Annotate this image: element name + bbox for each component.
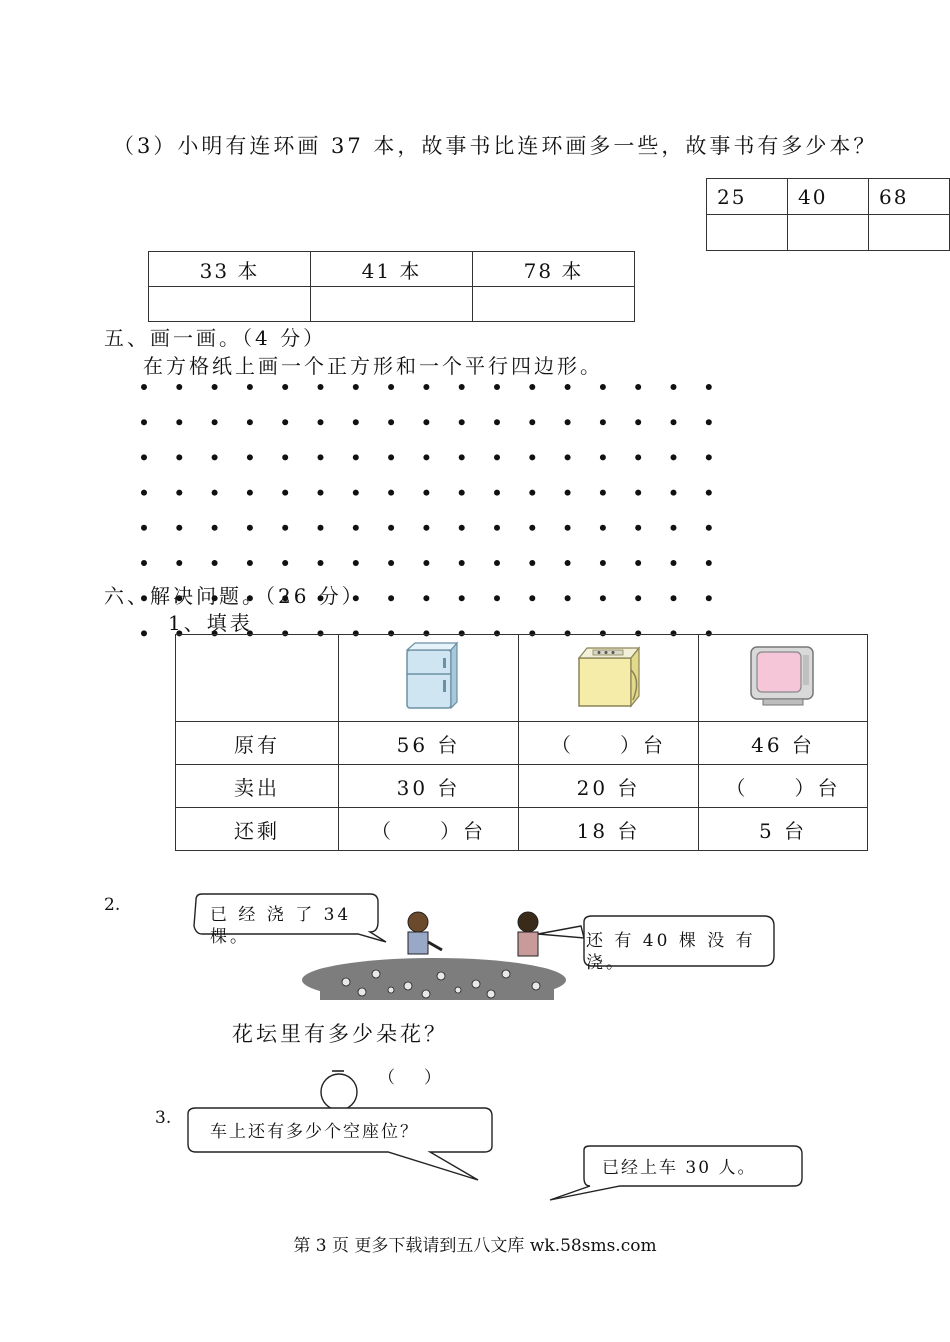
grid-dot [600, 384, 606, 390]
grid-dot [600, 595, 606, 601]
grid-dot [706, 560, 712, 566]
girl-figure [518, 912, 538, 956]
grid-dot [671, 419, 677, 425]
grid-dot [635, 419, 641, 425]
grid-dot [247, 560, 253, 566]
grid-dot [494, 490, 500, 496]
grid-dot [565, 595, 571, 601]
row-label-original: 原有 [176, 722, 339, 765]
grid-dot [565, 454, 571, 460]
grid-dot [176, 490, 182, 496]
grid-dot [529, 454, 535, 460]
grid-dot [247, 454, 253, 460]
grid-dot [459, 419, 465, 425]
grid-dot [671, 595, 677, 601]
grid-dot [388, 454, 394, 460]
grid-dot [600, 490, 606, 496]
grid-dot [671, 454, 677, 460]
blank-answer-cell[interactable]: （ ）台 [339, 808, 519, 851]
refrigerator-icon [399, 640, 459, 712]
answer-cell[interactable] [869, 215, 950, 251]
grid-dot [282, 454, 288, 460]
grid-dot [318, 384, 324, 390]
grid-dot [353, 525, 359, 531]
grid-dot [494, 560, 500, 566]
grid-dot [423, 454, 429, 460]
option-cell: 68 [869, 179, 950, 215]
grid-dot [388, 384, 394, 390]
grid-dot [529, 560, 535, 566]
header-washing-machine [519, 635, 699, 722]
grid-dot [600, 560, 606, 566]
grid-dot [494, 525, 500, 531]
fill-table [175, 634, 868, 851]
grid-dot [282, 490, 288, 496]
speech-bubble-question: 车上还有多少个空座位？ [210, 1122, 419, 1142]
grid-dot [635, 525, 641, 531]
grid-dot [671, 560, 677, 566]
grid-dot [706, 419, 712, 425]
table-cell: 46 台 [699, 722, 868, 765]
question-3: （3）小明有连环画 37 本，故事书比连环画多一些，故事书有多少本？ [113, 134, 878, 158]
speech-bubble-right-tail [538, 926, 584, 938]
grid-dot [459, 595, 465, 601]
grid-dot [459, 384, 465, 390]
answer-cell[interactable] [311, 287, 473, 322]
grid-dot [318, 525, 324, 531]
speech-bubble-statement: 已经上车 30 人。 [602, 1158, 757, 1178]
grid-dot [247, 525, 253, 531]
blank-answer-cell[interactable]: （ ）台 [699, 765, 868, 808]
grid-dot [459, 454, 465, 460]
grid-dot [706, 490, 712, 496]
answer-parentheses[interactable]: （ ） [378, 1068, 447, 1088]
boy-figure [408, 912, 442, 954]
header-empty-cell [176, 635, 339, 722]
grid-dot [318, 454, 324, 460]
problem-2-question: 花坛里有多少朵花？ [232, 1022, 448, 1046]
grid-dot [212, 454, 218, 460]
section-5-title: 五、画一画。（4 分） [104, 326, 327, 350]
washing-machine-icon [573, 640, 645, 712]
grid-dot [706, 525, 712, 531]
grid-dot [494, 419, 500, 425]
problem-3-number: 3. [155, 1108, 172, 1128]
grid-dot [565, 525, 571, 531]
grid-dot [247, 384, 253, 390]
speech-bubble-left: 已 经 浇 了 34 棵。 [210, 905, 352, 947]
grid-dot [388, 419, 394, 425]
grid-dot [529, 525, 535, 531]
grid-dot [353, 560, 359, 566]
grid-dot [706, 384, 712, 390]
grid-dot [212, 419, 218, 425]
grid-dot [353, 384, 359, 390]
grid-dot [141, 490, 147, 496]
grid-dot [635, 490, 641, 496]
grid-dot [423, 490, 429, 496]
grid-dot [141, 525, 147, 531]
grid-dot [529, 384, 535, 390]
grid-dot [459, 490, 465, 496]
grid-dot [671, 384, 677, 390]
grid-dot [212, 490, 218, 496]
grid-dot [423, 419, 429, 425]
grid-dot [212, 525, 218, 531]
page-footer: 第 3 页 更多下载请到五八文库 wk.58sms.com [293, 1236, 657, 1256]
grid-dot [353, 419, 359, 425]
grid-dot [423, 384, 429, 390]
grid-dot [353, 454, 359, 460]
speech-bubble-right: 还 有 40 棵 没 有 浇。 [586, 931, 756, 973]
grid-dot [600, 419, 606, 425]
grid-dot [388, 595, 394, 601]
grid-dot [176, 560, 182, 566]
grid-dot [706, 595, 712, 601]
option-cell: 41 本 [311, 252, 473, 287]
problem-2-number: 2. [104, 895, 121, 915]
grid-dot [141, 419, 147, 425]
grid-dot [388, 525, 394, 531]
grid-dot [529, 490, 535, 496]
header-television [699, 635, 868, 722]
row-label-remaining: 还剩 [176, 808, 339, 851]
grid-dot [494, 454, 500, 460]
grid-dot [494, 595, 500, 601]
option-cell: 25 [707, 179, 788, 215]
grid-dot [212, 560, 218, 566]
grid-dot [176, 525, 182, 531]
grid-dot [459, 525, 465, 531]
grid-dot [600, 525, 606, 531]
answer-cell[interactable] [473, 287, 635, 322]
grid-dot [706, 454, 712, 460]
table-cell: 56 台 [339, 722, 519, 765]
table-cell: 30 台 [339, 765, 519, 808]
grid-dot [212, 384, 218, 390]
grid-dot [141, 454, 147, 460]
answer-cell[interactable] [149, 287, 311, 322]
grid-dot [247, 490, 253, 496]
answer-options-table-right [706, 178, 950, 251]
grid-dot [282, 525, 288, 531]
option-cell: 33 本 [149, 252, 311, 287]
grid-dot [353, 490, 359, 496]
grid-dot [635, 454, 641, 460]
grid-dot [318, 419, 324, 425]
grid-dot [423, 525, 429, 531]
table-cell: 5 台 [699, 808, 868, 851]
table-cell: 18 台 [519, 808, 699, 851]
grid-dot [423, 595, 429, 601]
grid-dot [176, 454, 182, 460]
grid-dot [565, 384, 571, 390]
grid-dot [318, 490, 324, 496]
grid-dot [671, 490, 677, 496]
grid-dot [635, 560, 641, 566]
grid-dot [529, 595, 535, 601]
grid-dot [141, 384, 147, 390]
grid-dot [423, 560, 429, 566]
header-refrigerator [339, 635, 519, 722]
grid-dot [318, 560, 324, 566]
table-cell: 20 台 [519, 765, 699, 808]
grid-dot [282, 419, 288, 425]
speech-bubble-question-outline [188, 1108, 492, 1180]
answer-cell[interactable] [707, 215, 788, 251]
grid-dot [671, 525, 677, 531]
grid-dot [459, 560, 465, 566]
grid-dot [282, 560, 288, 566]
section-6-item-1: 1、填表 [168, 611, 253, 635]
grid-dot [176, 419, 182, 425]
answer-options-table-left [148, 251, 635, 322]
grid-dot [247, 419, 253, 425]
grid-dot [388, 560, 394, 566]
grid-dot [635, 384, 641, 390]
section-6-title: 六、解决问题。（26 分） [104, 584, 365, 608]
blank-answer-cell[interactable]: （ ）台 [519, 722, 699, 765]
grid-dot [600, 454, 606, 460]
grid-dot [282, 384, 288, 390]
grid-dot [565, 490, 571, 496]
answer-cell[interactable] [788, 215, 869, 251]
television-icon [745, 641, 821, 711]
grid-dot [565, 560, 571, 566]
option-cell: 78 本 [473, 252, 635, 287]
section-5-instruction: 在方格纸上画一个正方形和一个平行四边形。 [143, 354, 603, 378]
grid-dot [388, 490, 394, 496]
grid-dot [529, 419, 535, 425]
row-label-sold: 卖出 [176, 765, 339, 808]
problem-3-bubbles [180, 1104, 810, 1204]
grid-dot [141, 560, 147, 566]
grid-dot [141, 630, 147, 636]
grid-dot [565, 419, 571, 425]
option-cell: 40 [788, 179, 869, 215]
grid-dot [635, 595, 641, 601]
grid-dot [176, 384, 182, 390]
grid-dot [494, 384, 500, 390]
